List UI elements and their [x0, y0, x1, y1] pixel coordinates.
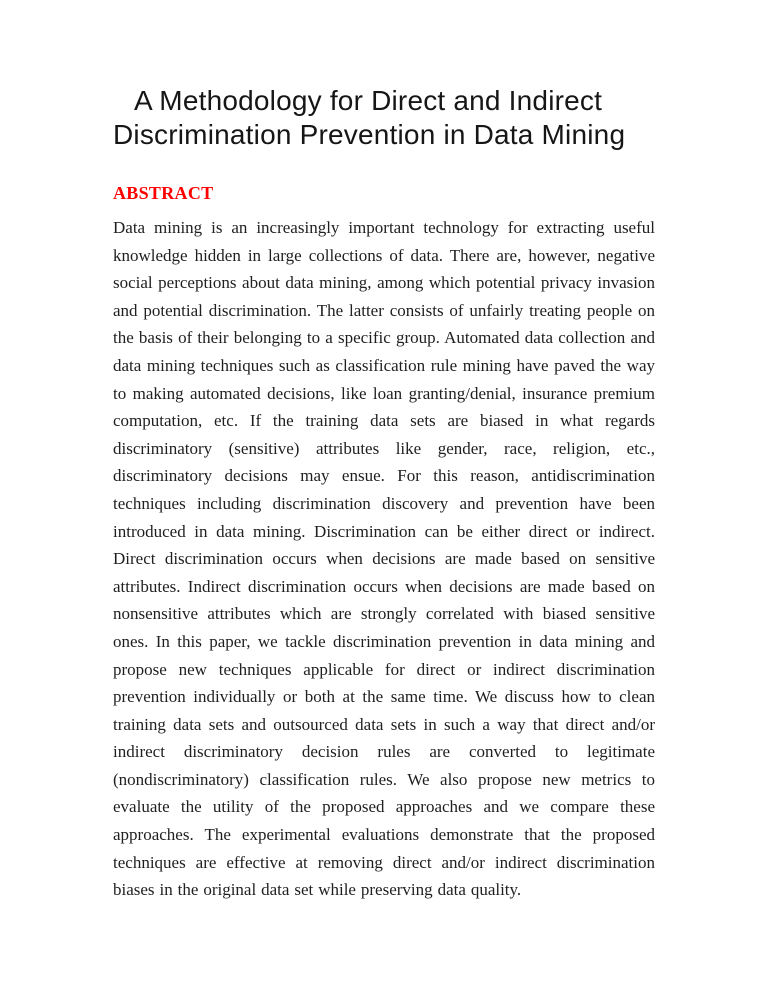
abstract-heading: ABSTRACT	[113, 183, 214, 203]
abstract-body-text: Data mining is an increasingly important technology for extracting useful knowledge hidden in large collections of data. There are, however, negative social perceptions about data mining, among which potential privacy invasion and potential discrimination. The latter consists of unfairly treating people on the basis of their belonging to a specific group. Automated data collection and data mining techniques such as classification rule mining have paved the way to making automated decisions, like loan granting/denial, insurance premium computation, etc. If the training data sets are biased in what regards discriminatory (sensitive) attributes like gender, race, religion, etc., discriminatory decisions may ensue. For this reason, antidiscrimination techniques including discrimination discovery and prevention have been introduced in data mining. Discrimination can be either direct or indirect. Direct discrimination occurs when decisions are made based on sensitive attributes. Indirect discrimination occurs when decisions are made based on nonsensitive attributes which are strongly correlated with biased sensitive ones. In this paper, we tackle discrimination prevention in data mining and propose new techniques applicable for direct or indirect discrimination prevention individually or both at the same time. We discuss how to clean training data sets and outsourced data sets in such a way that direct and/or indirect discriminatory decision rules are converted to legitimate (nondiscriminatory) classification rules. We also propose new metrics to evaluate the utility of the proposed approaches and we compare these approaches. The experimental evaluations demonstrate that the proposed techniques are effective at removing direct and/or indirect discrimination biases in the original data set while preserving data quality.	[113, 218, 655, 900]
paper-title-line-1: A Methodology for Direct and Indirect	[134, 85, 603, 116]
paper-title-line-2: Discrimination Prevention in Data Mining	[113, 119, 626, 150]
paper-title	[113, 84, 655, 152]
